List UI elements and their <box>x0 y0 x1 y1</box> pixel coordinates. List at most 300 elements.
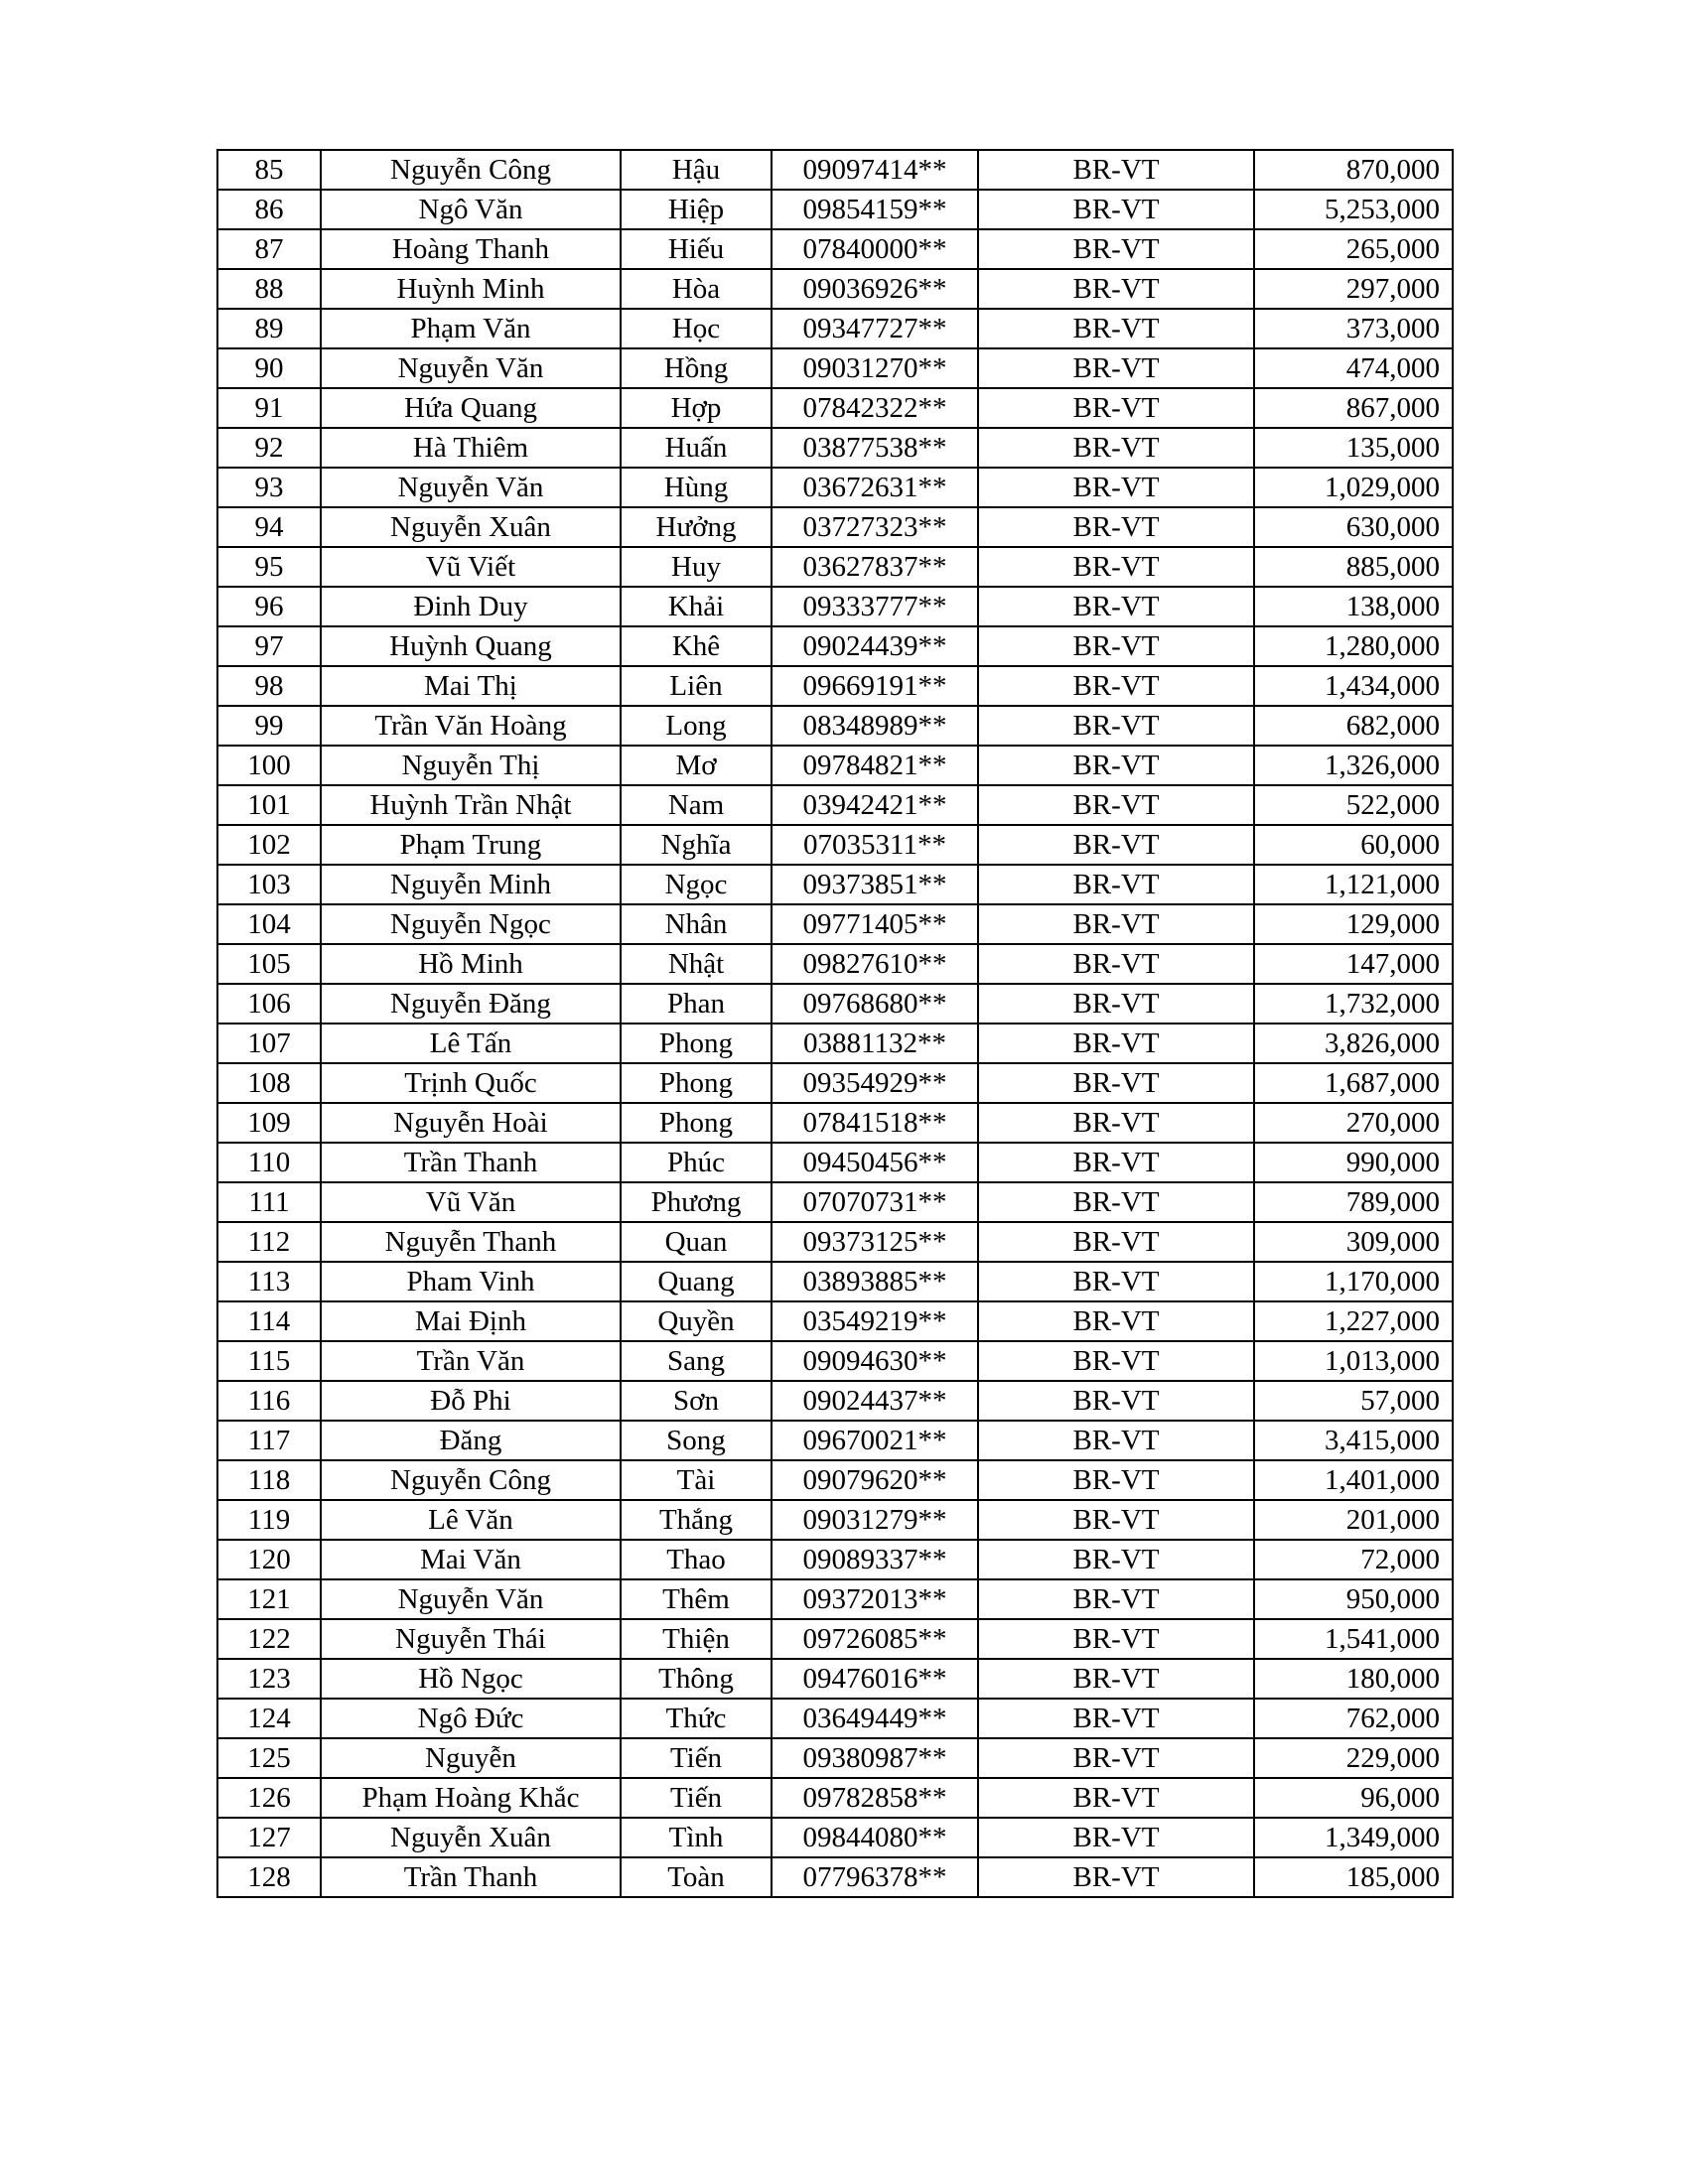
amount-cell: 1,541,000 <box>1254 1619 1453 1659</box>
phone-cell: 03649449** <box>772 1699 978 1738</box>
surname-cell: Đăng <box>321 1421 621 1460</box>
table-row <box>217 1222 1453 1262</box>
phone-cell: 09782858** <box>772 1778 978 1818</box>
phone-cell: 09476016** <box>772 1659 978 1699</box>
amount-cell: 1,013,000 <box>1254 1341 1453 1381</box>
surname-cell: Phạm Trung <box>321 825 621 865</box>
surname-cell: Hà Thiêm <box>321 428 621 468</box>
given-name-cell: Song <box>621 1421 772 1460</box>
row-number: 101 <box>217 785 321 825</box>
phone-cell: 03881132** <box>772 1024 978 1063</box>
phone-cell: 09079620** <box>772 1460 978 1500</box>
province-cell: BR-VT <box>978 1381 1254 1421</box>
amount-cell: 682,000 <box>1254 706 1453 746</box>
row-number: 93 <box>217 468 321 507</box>
surname-cell: Nguyễn Hoài <box>321 1103 621 1143</box>
province-cell: BR-VT <box>978 825 1254 865</box>
phone-cell: 09827610** <box>772 944 978 984</box>
phone-cell: 03893885** <box>772 1262 978 1301</box>
province-cell: BR-VT <box>978 1143 1254 1182</box>
row-number: 120 <box>217 1540 321 1579</box>
amount-cell: 60,000 <box>1254 825 1453 865</box>
phone-cell: 09354929** <box>772 1063 978 1103</box>
surname-cell: Đỗ Phi <box>321 1381 621 1421</box>
surname-cell: Huỳnh Quang <box>321 626 621 666</box>
province-cell: BR-VT <box>978 984 1254 1024</box>
row-number: 121 <box>217 1579 321 1619</box>
amount-cell: 309,000 <box>1254 1222 1453 1262</box>
given-name-cell: Nhân <box>621 904 772 944</box>
amount-cell: 129,000 <box>1254 904 1453 944</box>
given-name-cell: Tiến <box>621 1778 772 1818</box>
surname-cell: Mai Thị <box>321 666 621 706</box>
phone-cell: 09373851** <box>772 865 978 904</box>
table-row <box>217 1301 1453 1341</box>
given-name-cell: Long <box>621 706 772 746</box>
province-cell: BR-VT <box>978 1659 1254 1699</box>
amount-cell: 1,732,000 <box>1254 984 1453 1024</box>
given-name-cell: Hưởng <box>621 507 772 547</box>
surname-cell: Nguyễn Minh <box>321 865 621 904</box>
province-cell: BR-VT <box>978 1500 1254 1540</box>
amount-cell: 3,415,000 <box>1254 1421 1453 1460</box>
row-number: 90 <box>217 348 321 388</box>
table-row <box>217 388 1453 428</box>
row-number: 95 <box>217 547 321 587</box>
row-number: 108 <box>217 1063 321 1103</box>
row-number: 119 <box>217 1500 321 1540</box>
recipient-table <box>216 149 1454 1898</box>
table-row <box>217 1143 1453 1182</box>
phone-cell: 03727323** <box>772 507 978 547</box>
surname-cell: Lê Văn <box>321 1500 621 1540</box>
surname-cell: Trần Thanh <box>321 1857 621 1897</box>
row-number: 86 <box>217 190 321 229</box>
surname-cell: Huỳnh Trần Nhật <box>321 785 621 825</box>
row-number: 125 <box>217 1738 321 1778</box>
surname-cell: Nguyễn Thanh <box>321 1222 621 1262</box>
surname-cell: Nguyễn Ngọc <box>321 904 621 944</box>
amount-cell: 201,000 <box>1254 1500 1453 1540</box>
table-row <box>217 428 1453 468</box>
amount-cell: 885,000 <box>1254 547 1453 587</box>
table-row <box>217 1619 1453 1659</box>
amount-cell: 474,000 <box>1254 348 1453 388</box>
given-name-cell: Hùng <box>621 468 772 507</box>
given-name-cell: Quan <box>621 1222 772 1262</box>
amount-cell: 96,000 <box>1254 1778 1453 1818</box>
surname-cell: Nguyễn Đăng <box>321 984 621 1024</box>
given-name-cell: Liên <box>621 666 772 706</box>
phone-cell: 09771405** <box>772 904 978 944</box>
surname-cell: Nguyễn <box>321 1738 621 1778</box>
surname-cell: Hứa Quang <box>321 388 621 428</box>
given-name-cell: Tiến <box>621 1738 772 1778</box>
phone-cell: 07796378** <box>772 1857 978 1897</box>
surname-cell: Nguyễn Xuân <box>321 1818 621 1857</box>
surname-cell: Huỳnh Minh <box>321 269 621 309</box>
given-name-cell: Thức <box>621 1699 772 1738</box>
phone-cell: 03627837** <box>772 547 978 587</box>
given-name-cell: Hồng <box>621 348 772 388</box>
amount-cell: 229,000 <box>1254 1738 1453 1778</box>
row-number: 117 <box>217 1421 321 1460</box>
row-number: 105 <box>217 944 321 984</box>
row-number: 128 <box>217 1857 321 1897</box>
table-row <box>217 1341 1453 1381</box>
given-name-cell: Nhật <box>621 944 772 984</box>
row-number: 99 <box>217 706 321 746</box>
phone-cell: 08348989** <box>772 706 978 746</box>
surname-cell: Đinh Duy <box>321 587 621 626</box>
phone-cell: 03942421** <box>772 785 978 825</box>
row-number: 112 <box>217 1222 321 1262</box>
surname-cell: Mai Văn <box>321 1540 621 1579</box>
province-cell: BR-VT <box>978 348 1254 388</box>
phone-cell: 09768680** <box>772 984 978 1024</box>
table-row <box>217 269 1453 309</box>
table-row <box>217 190 1453 229</box>
table-row <box>217 309 1453 348</box>
province-cell: BR-VT <box>978 1024 1254 1063</box>
table-row <box>217 865 1453 904</box>
phone-cell: 09670021** <box>772 1421 978 1460</box>
row-number: 106 <box>217 984 321 1024</box>
province-cell: BR-VT <box>978 150 1254 190</box>
row-number: 104 <box>217 904 321 944</box>
phone-cell: 09333777** <box>772 587 978 626</box>
province-cell: BR-VT <box>978 1182 1254 1222</box>
phone-cell: 09089337** <box>772 1540 978 1579</box>
row-number: 87 <box>217 229 321 269</box>
row-number: 116 <box>217 1381 321 1421</box>
phone-cell: 09854159** <box>772 190 978 229</box>
amount-cell: 1,401,000 <box>1254 1460 1453 1500</box>
surname-cell: Trịnh Quốc <box>321 1063 621 1103</box>
given-name-cell: Tài <box>621 1460 772 1500</box>
table-row <box>217 1381 1453 1421</box>
table-row <box>217 547 1453 587</box>
surname-cell: Hồ Minh <box>321 944 621 984</box>
given-name-cell: Thông <box>621 1659 772 1699</box>
phone-cell: 09097414** <box>772 150 978 190</box>
amount-cell: 1,434,000 <box>1254 666 1453 706</box>
table-row <box>217 229 1453 269</box>
table-row <box>217 1857 1453 1897</box>
amount-cell: 297,000 <box>1254 269 1453 309</box>
phone-cell: 07841518** <box>772 1103 978 1143</box>
amount-cell: 57,000 <box>1254 1381 1453 1421</box>
amount-cell: 270,000 <box>1254 1103 1453 1143</box>
amount-cell: 1,326,000 <box>1254 746 1453 785</box>
province-cell: BR-VT <box>978 388 1254 428</box>
table-row <box>217 150 1453 190</box>
given-name-cell: Mơ <box>621 746 772 785</box>
surname-cell: Nguyễn Công <box>321 1460 621 1500</box>
amount-cell: 867,000 <box>1254 388 1453 428</box>
province-cell: BR-VT <box>978 309 1254 348</box>
amount-cell: 1,029,000 <box>1254 468 1453 507</box>
table-row <box>217 1778 1453 1818</box>
table-row <box>217 1103 1453 1143</box>
surname-cell: Lê Tấn <box>321 1024 621 1063</box>
table-row <box>217 626 1453 666</box>
surname-cell: Nguyễn Thị <box>321 746 621 785</box>
given-name-cell: Phong <box>621 1103 772 1143</box>
amount-cell: 990,000 <box>1254 1143 1453 1182</box>
given-name-cell: Phúc <box>621 1143 772 1182</box>
province-cell: BR-VT <box>978 1579 1254 1619</box>
given-name-cell: Hiệp <box>621 190 772 229</box>
surname-cell: Trần Văn Hoàng <box>321 706 621 746</box>
province-cell: BR-VT <box>978 269 1254 309</box>
phone-cell: 03672631** <box>772 468 978 507</box>
province-cell: BR-VT <box>978 1540 1254 1579</box>
table-row <box>217 825 1453 865</box>
table-row <box>217 507 1453 547</box>
province-cell: BR-VT <box>978 1818 1254 1857</box>
row-number: 103 <box>217 865 321 904</box>
province-cell: BR-VT <box>978 587 1254 626</box>
given-name-cell: Phương <box>621 1182 772 1222</box>
phone-cell: 09373125** <box>772 1222 978 1262</box>
given-name-cell: Quang <box>621 1262 772 1301</box>
given-name-cell: Huy <box>621 547 772 587</box>
phone-cell: 09031279** <box>772 1500 978 1540</box>
phone-cell: 07842322** <box>772 388 978 428</box>
table-row <box>217 666 1453 706</box>
amount-cell: 185,000 <box>1254 1857 1453 1897</box>
row-number: 114 <box>217 1301 321 1341</box>
phone-cell: 09726085** <box>772 1619 978 1659</box>
province-cell: BR-VT <box>978 746 1254 785</box>
given-name-cell: Hợp <box>621 388 772 428</box>
province-cell: BR-VT <box>978 706 1254 746</box>
row-number: 96 <box>217 587 321 626</box>
surname-cell: Trần Thanh <box>321 1143 621 1182</box>
phone-cell: 09844080** <box>772 1818 978 1857</box>
table-row <box>217 1500 1453 1540</box>
row-number: 94 <box>217 507 321 547</box>
surname-cell: Nguyễn Văn <box>321 348 621 388</box>
amount-cell: 630,000 <box>1254 507 1453 547</box>
given-name-cell: Sang <box>621 1341 772 1381</box>
province-cell: BR-VT <box>978 428 1254 468</box>
province-cell: BR-VT <box>978 1421 1254 1460</box>
phone-cell: 07035311** <box>772 825 978 865</box>
row-number: 97 <box>217 626 321 666</box>
given-name-cell: Hậu <box>621 150 772 190</box>
row-number: 102 <box>217 825 321 865</box>
table-row <box>217 1024 1453 1063</box>
row-number: 89 <box>217 309 321 348</box>
row-number: 126 <box>217 1778 321 1818</box>
surname-cell: Nguyễn Công <box>321 150 621 190</box>
phone-cell: 07070731** <box>772 1182 978 1222</box>
province-cell: BR-VT <box>978 1460 1254 1500</box>
amount-cell: 522,000 <box>1254 785 1453 825</box>
surname-cell: Hoàng Thanh <box>321 229 621 269</box>
table-row <box>217 1421 1453 1460</box>
phone-cell: 09372013** <box>772 1579 978 1619</box>
phone-cell: 09784821** <box>772 746 978 785</box>
row-number: 110 <box>217 1143 321 1182</box>
given-name-cell: Nghĩa <box>621 825 772 865</box>
table-row <box>217 1063 1453 1103</box>
province-cell: BR-VT <box>978 1103 1254 1143</box>
phone-cell: 09347727** <box>772 309 978 348</box>
amount-cell: 1,170,000 <box>1254 1262 1453 1301</box>
surname-cell: Pham Vinh <box>321 1262 621 1301</box>
table-row <box>217 1699 1453 1738</box>
table-row <box>217 468 1453 507</box>
surname-cell: Phạm Hoàng Khắc <box>321 1778 621 1818</box>
table-row <box>217 1460 1453 1500</box>
given-name-cell: Hiếu <box>621 229 772 269</box>
table-row <box>217 1540 1453 1579</box>
given-name-cell: Quyền <box>621 1301 772 1341</box>
given-name-cell: Khải <box>621 587 772 626</box>
given-name-cell: Thao <box>621 1540 772 1579</box>
phone-cell: 09380987** <box>772 1738 978 1778</box>
row-number: 127 <box>217 1818 321 1857</box>
table-body <box>217 150 1453 1897</box>
row-number: 107 <box>217 1024 321 1063</box>
amount-cell: 762,000 <box>1254 1699 1453 1738</box>
row-number: 88 <box>217 269 321 309</box>
province-cell: BR-VT <box>978 1857 1254 1897</box>
amount-cell: 950,000 <box>1254 1579 1453 1619</box>
amount-cell: 1,280,000 <box>1254 626 1453 666</box>
phone-cell: 07840000** <box>772 229 978 269</box>
province-cell: BR-VT <box>978 1262 1254 1301</box>
surname-cell: Phạm Văn <box>321 309 621 348</box>
phone-cell: 03877538** <box>772 428 978 468</box>
province-cell: BR-VT <box>978 190 1254 229</box>
given-name-cell: Thắng <box>621 1500 772 1540</box>
row-number: 111 <box>217 1182 321 1222</box>
province-cell: BR-VT <box>978 1341 1254 1381</box>
phone-cell: 03549219** <box>772 1301 978 1341</box>
amount-cell: 138,000 <box>1254 587 1453 626</box>
table-row <box>217 746 1453 785</box>
province-cell: BR-VT <box>978 468 1254 507</box>
given-name-cell: Toàn <box>621 1857 772 1897</box>
province-cell: BR-VT <box>978 785 1254 825</box>
surname-cell: Ngô Văn <box>321 190 621 229</box>
table-row <box>217 1738 1453 1778</box>
surname-cell: Vũ Văn <box>321 1182 621 1222</box>
table-row <box>217 785 1453 825</box>
amount-cell: 265,000 <box>1254 229 1453 269</box>
phone-cell: 09036926** <box>772 269 978 309</box>
surname-cell: Nguyễn Văn <box>321 1579 621 1619</box>
row-number: 124 <box>217 1699 321 1738</box>
row-number: 118 <box>217 1460 321 1500</box>
given-name-cell: Thêm <box>621 1579 772 1619</box>
amount-cell: 1,227,000 <box>1254 1301 1453 1341</box>
given-name-cell: Nam <box>621 785 772 825</box>
amount-cell: 135,000 <box>1254 428 1453 468</box>
surname-cell: Hồ Ngọc <box>321 1659 621 1699</box>
amount-cell: 870,000 <box>1254 150 1453 190</box>
province-cell: BR-VT <box>978 1222 1254 1262</box>
surname-cell: Nguyễn Văn <box>321 468 621 507</box>
row-number: 109 <box>217 1103 321 1143</box>
province-cell: BR-VT <box>978 1063 1254 1103</box>
given-name-cell: Khê <box>621 626 772 666</box>
province-cell: BR-VT <box>978 666 1254 706</box>
row-number: 113 <box>217 1262 321 1301</box>
phone-cell: 09450456** <box>772 1143 978 1182</box>
surname-cell: Vũ Viết <box>321 547 621 587</box>
province-cell: BR-VT <box>978 1699 1254 1738</box>
given-name-cell: Phong <box>621 1063 772 1103</box>
amount-cell: 789,000 <box>1254 1182 1453 1222</box>
given-name-cell: Thiện <box>621 1619 772 1659</box>
given-name-cell: Sơn <box>621 1381 772 1421</box>
row-number: 123 <box>217 1659 321 1699</box>
amount-cell: 1,687,000 <box>1254 1063 1453 1103</box>
phone-cell: 09031270** <box>772 348 978 388</box>
province-cell: BR-VT <box>978 1301 1254 1341</box>
table-row <box>217 1659 1453 1699</box>
table-row <box>217 984 1453 1024</box>
table-row <box>217 1262 1453 1301</box>
province-cell: BR-VT <box>978 865 1254 904</box>
table-row <box>217 706 1453 746</box>
given-name-cell: Huấn <box>621 428 772 468</box>
province-cell: BR-VT <box>978 1738 1254 1778</box>
amount-cell: 1,349,000 <box>1254 1818 1453 1857</box>
given-name-cell: Hòa <box>621 269 772 309</box>
province-cell: BR-VT <box>978 944 1254 984</box>
phone-cell: 09094630** <box>772 1341 978 1381</box>
amount-cell: 5,253,000 <box>1254 190 1453 229</box>
amount-cell: 373,000 <box>1254 309 1453 348</box>
province-cell: BR-VT <box>978 904 1254 944</box>
province-cell: BR-VT <box>978 547 1254 587</box>
row-number: 115 <box>217 1341 321 1381</box>
surname-cell: Ngô Đức <box>321 1699 621 1738</box>
row-number: 92 <box>217 428 321 468</box>
amount-cell: 180,000 <box>1254 1659 1453 1699</box>
province-cell: BR-VT <box>978 1619 1254 1659</box>
given-name-cell: Tình <box>621 1818 772 1857</box>
given-name-cell: Ngọc <box>621 865 772 904</box>
province-cell: BR-VT <box>978 626 1254 666</box>
row-number: 85 <box>217 150 321 190</box>
province-cell: BR-VT <box>978 229 1254 269</box>
amount-cell: 147,000 <box>1254 944 1453 984</box>
table-row <box>217 904 1453 944</box>
table-row <box>217 348 1453 388</box>
phone-cell: 09669191** <box>772 666 978 706</box>
amount-cell: 1,121,000 <box>1254 865 1453 904</box>
amount-cell: 3,826,000 <box>1254 1024 1453 1063</box>
row-number: 98 <box>217 666 321 706</box>
amount-cell: 72,000 <box>1254 1540 1453 1579</box>
given-name-cell: Phong <box>621 1024 772 1063</box>
surname-cell: Trần Văn <box>321 1341 621 1381</box>
province-cell: BR-VT <box>978 1778 1254 1818</box>
table-row <box>217 587 1453 626</box>
table-row <box>217 1579 1453 1619</box>
province-cell: BR-VT <box>978 507 1254 547</box>
surname-cell: Nguyễn Xuân <box>321 507 621 547</box>
table-row <box>217 1182 1453 1222</box>
phone-cell: 09024439** <box>772 626 978 666</box>
